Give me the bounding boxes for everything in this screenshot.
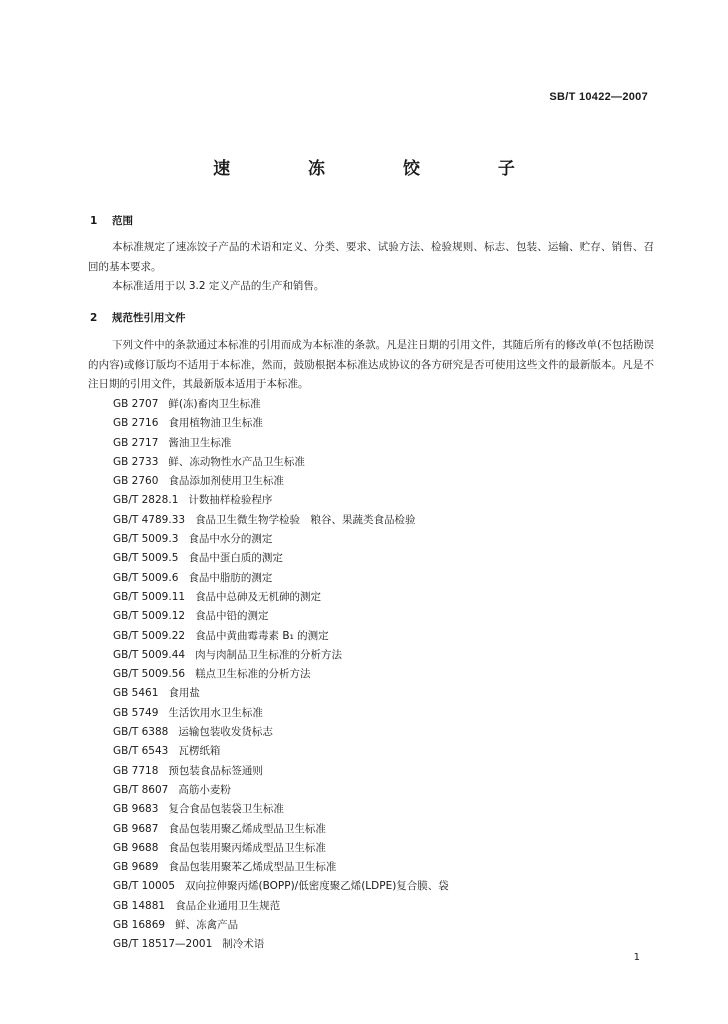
reference-code: GB 2760 (113, 475, 159, 488)
reference-item (113, 684, 449, 703)
reference-item (113, 491, 449, 510)
reference-title: 酱油卫生标准 (168, 436, 232, 449)
reference-title: 高筋小麦粉 (178, 783, 231, 796)
section-2-paragraph-1: 下列文件中的条款通过本标准的引用而成为本标准的条款。凡是注日期的引用文件，其随后所有的修改单(不包括勘误的内容)或修订版均不适用于本标准，然而，鼓励根据本标准达成协议的各方研究是否可使用这些文件的最新版本。凡是不注日期的引用文件，其最新版本适用于本标准。 (88, 339, 654, 390)
reference-item (113, 607, 449, 626)
reference-code: GB 9683 (113, 803, 159, 816)
reference-code: GB 2733 (113, 455, 159, 468)
reference-title: 糕点卫生标准的分析方法 (195, 668, 311, 681)
reference-item (113, 530, 449, 549)
reference-item (113, 877, 449, 896)
reference-code: GB/T 2828.1 (113, 494, 179, 507)
reference-title: 制冷术语 (222, 938, 265, 951)
reference-item (113, 453, 449, 472)
reference-code: GB 9687 (113, 822, 159, 835)
reference-title: 食品中蛋白质的测定 (188, 552, 283, 565)
reference-title: 食品中铅的测定 (195, 610, 269, 623)
section-2-heading (90, 310, 186, 325)
reference-item (113, 781, 449, 800)
reference-code: GB/T 4789.33 (113, 513, 186, 526)
reference-item (113, 414, 449, 433)
reference-title: 食品包装用聚苯乙烯成型品卫生标准 (168, 861, 337, 874)
reference-item (113, 742, 449, 761)
reference-code: GB 7718 (113, 764, 159, 777)
reference-item (113, 704, 449, 723)
reference-title: 食品中黄曲霉毒素 B₁ 的测定 (195, 629, 329, 642)
reference-item (113, 472, 449, 491)
reference-title: 计数抽样检验程序 (188, 494, 273, 507)
reference-list (113, 395, 449, 955)
reference-title: 食品企业通用卫生规范 (175, 899, 281, 912)
reference-item (113, 935, 449, 954)
page-number: 1 (633, 952, 640, 963)
reference-code: GB/T 5009.44 (113, 648, 186, 661)
reference-item (113, 511, 449, 530)
reference-title: 鲜、冻禽产品 (175, 919, 239, 932)
reference-item (113, 569, 449, 588)
reference-item (113, 646, 449, 665)
reference-title: 食品中总砷及无机砷的测定 (195, 590, 322, 603)
reference-item (113, 627, 449, 646)
reference-code: GB 9689 (113, 861, 159, 874)
reference-code: GB 5461 (113, 687, 159, 700)
reference-item (113, 858, 449, 877)
reference-title: 食品中脂肪的测定 (188, 571, 273, 584)
reference-code: GB/T 10005 (113, 880, 176, 893)
reference-title: 鲜(冻)畜肉卫生标准 (168, 398, 261, 410)
reference-code: GB 2716 (113, 417, 159, 430)
reference-code: GB/T 6543 (113, 745, 169, 758)
reference-code: GB 2707 (113, 398, 159, 410)
reference-item (113, 762, 449, 781)
reference-title: 双向拉伸聚丙烯(BOPP)/低密度聚乙烯(LDPE)复合膜、袋 (185, 880, 449, 893)
reference-title: 鲜、冻动物性水产品卫生标准 (168, 455, 305, 468)
section-1-heading (90, 213, 133, 228)
reference-title: 食用盐 (168, 687, 200, 700)
reference-title: 生活饮用水卫生标准 (168, 706, 263, 719)
reference-code: GB/T 5009.56 (113, 668, 186, 681)
reference-item (113, 897, 449, 916)
reference-title: 运输包装收发货标志 (178, 726, 273, 739)
reference-code: GB/T 5009.3 (113, 533, 179, 546)
reference-item (113, 723, 449, 742)
reference-item (113, 839, 449, 858)
reference-title: 瓦楞纸箱 (178, 745, 221, 758)
reference-title: 食品包装用聚丙烯成型品卫生标准 (168, 841, 326, 854)
reference-item (113, 800, 449, 819)
reference-title: 复合食品包装袋卫生标准 (168, 803, 284, 816)
section-2-title: 规范性引用文件 (112, 312, 186, 324)
reference-item (113, 549, 449, 568)
reference-title: 食品包装用聚乙烯成型品卫生标准 (168, 822, 326, 835)
reference-code: GB/T 5009.11 (113, 590, 186, 603)
reference-title: 食品添加剂使用卫生标准 (168, 475, 284, 488)
reference-code: GB 2717 (113, 436, 159, 449)
reference-code: GB/T 5009.5 (113, 552, 179, 565)
standard-code: SB/T 10422—2007 (549, 91, 648, 103)
document-title: 速 冻 饺 子 (213, 159, 551, 179)
reference-code: GB/T 5009.12 (113, 610, 186, 623)
reference-title: 食用植物油卫生标准 (168, 417, 263, 430)
reference-code: GB/T 6388 (113, 726, 169, 739)
section-1-paragraph-1: 本标准规定了速冻饺子产品的术语和定义、分类、要求、试验方法、检验规则、标志、包装、运输、贮存、销售、召回的基本要求。 (88, 241, 654, 273)
reference-code: GB 5749 (113, 706, 159, 719)
reference-item (113, 395, 449, 414)
section-1-title: 范围 (112, 215, 133, 227)
reference-code: GB/T 18517—2001 (113, 938, 213, 951)
section-1-number: 1 (90, 215, 98, 227)
reference-item (113, 916, 449, 935)
reference-title: 食品卫生微生物学检验 粮谷、果蔬类食品检验 (195, 513, 416, 526)
reference-item (113, 665, 449, 684)
reference-item (113, 820, 449, 839)
reference-item (113, 434, 449, 453)
reference-code: GB 14881 (113, 899, 166, 912)
reference-code: GB/T 5009.6 (113, 571, 179, 584)
reference-title: 预包装食品标签通则 (168, 764, 263, 777)
reference-code: GB 16869 (113, 919, 166, 932)
reference-title: 肉与肉制品卫生标准的分析方法 (195, 648, 343, 661)
reference-item (113, 588, 449, 607)
reference-code: GB/T 8607 (113, 783, 169, 796)
reference-title: 食品中水分的测定 (188, 533, 273, 546)
reference-code: GB 9688 (113, 841, 159, 854)
section-1-paragraph-2: 本标准适用于以 3.2 定义产品的生产和销售。 (112, 280, 325, 292)
reference-code: GB/T 5009.22 (113, 629, 186, 642)
section-2-number: 2 (90, 312, 98, 324)
